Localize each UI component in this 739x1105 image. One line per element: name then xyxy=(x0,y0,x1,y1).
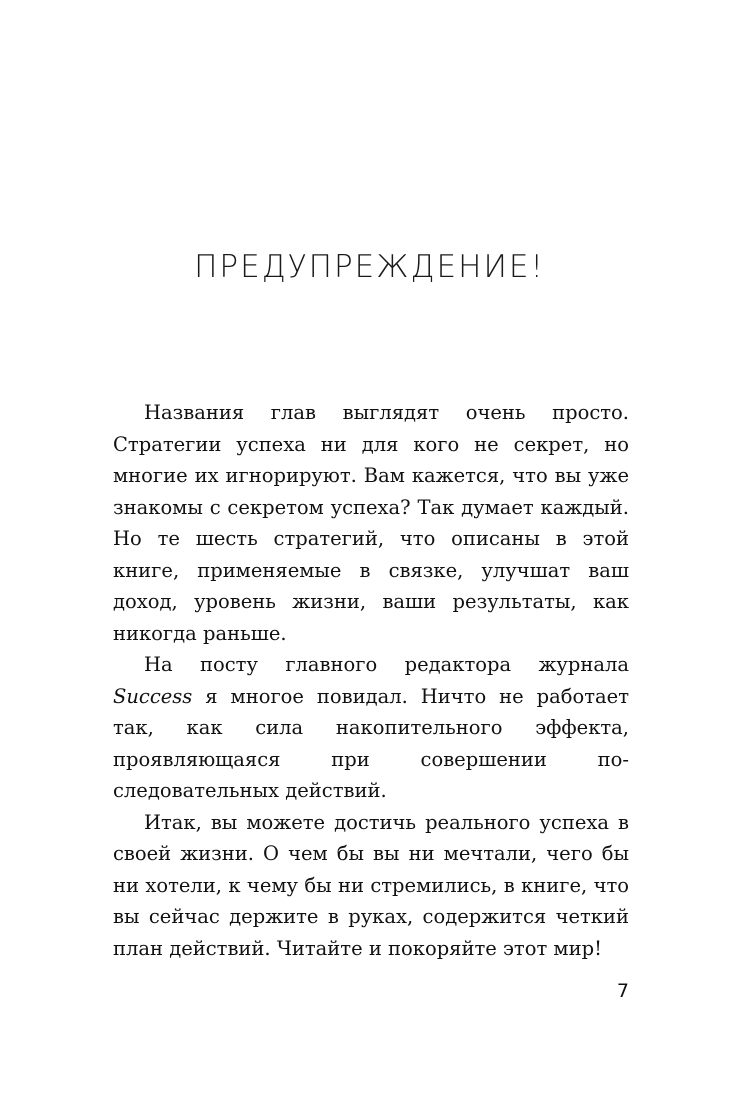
paragraph xyxy=(113,649,629,807)
paragraph-text: Итак, вы можете достичь реального успеха в своей жизни. О чем бы вы ни мечтали, чего бы ни хотели, к чему бы ни стремились, в книге, что вы сейчас держите в руках, содержится четкий план действий. Читайте и покоряйте этот мир! xyxy=(113,810,629,960)
magazine-title: Success xyxy=(113,684,193,708)
paragraph xyxy=(113,397,629,649)
paragraph-text: На посту главного редактора журнала xyxy=(144,653,629,676)
paragraph-text: я многое повидал. Ничто не работает так, как сила накопительного эффекта, проявляющаяся при совершении последовательных действий. xyxy=(113,684,629,802)
paragraph-text: Названия глав выглядят очень просто. Стратегии успеха ни для кого не секрет, но многие их игнорируют. Вам кажется, что вы уже знакомы с секретом успеха? Так думает каждый. Но те шесть стратегий, что описаны в этой книге, применяемые в связке, улучшат ваш доход, уровень жизни, ваши результаты, как никогда раньше. xyxy=(113,401,629,645)
paragraph xyxy=(113,807,629,965)
page-number: 7 xyxy=(616,980,629,1002)
body-text xyxy=(113,397,629,964)
page-title: ПРЕДУПРЕЖДЕНИЕ! xyxy=(194,249,545,285)
